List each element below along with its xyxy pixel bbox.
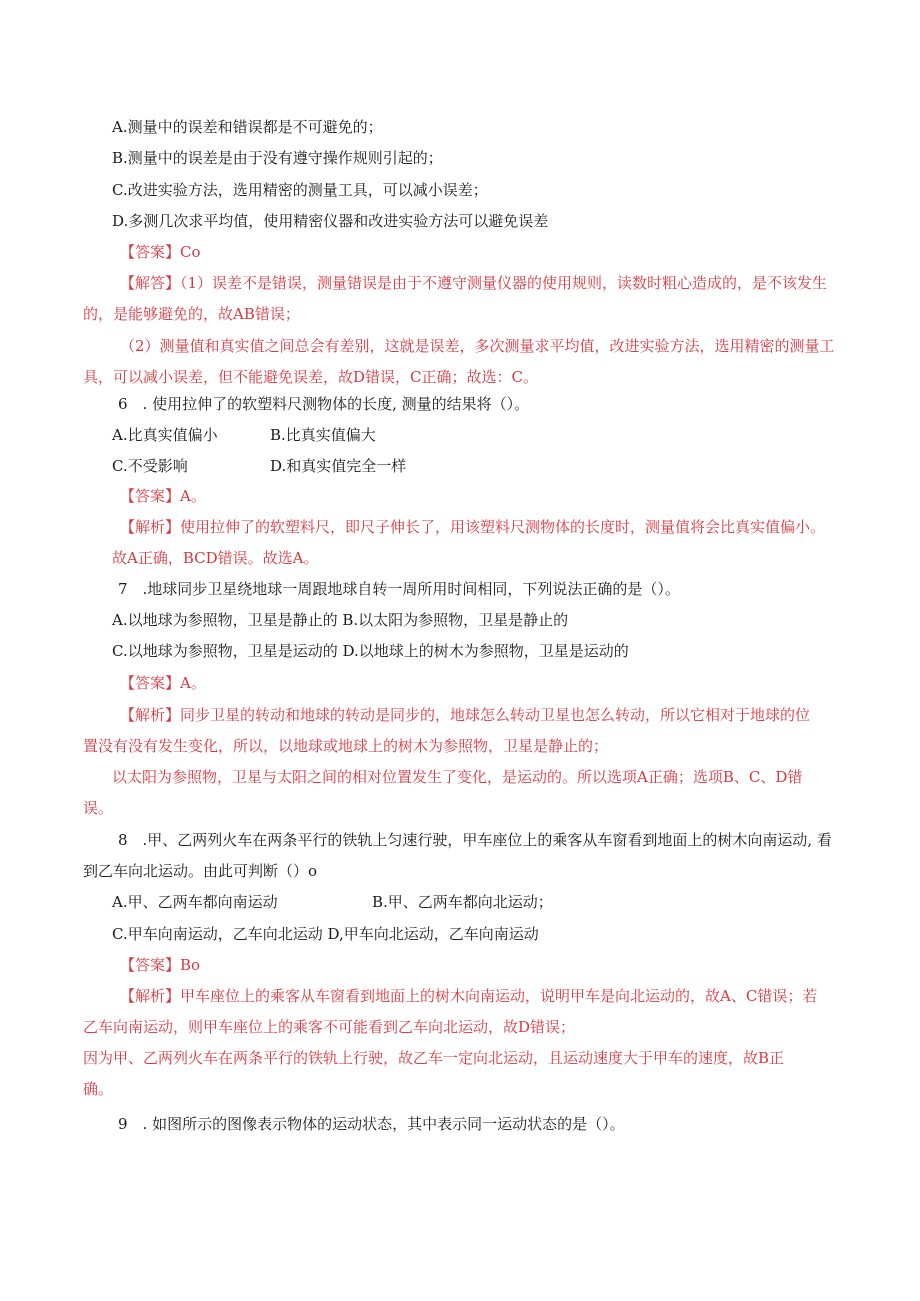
question-9: 9 . 如图所示的图像表示物体的运动状态，其中表示同一运动状态的是（）。 <box>118 1115 625 1133</box>
solution-q5-line4: 具，可以减小误差，但不能避免误差，故D错误，C正确；故选：C。 <box>83 368 538 386</box>
option-c-q6: C.不受影响 <box>112 457 188 475</box>
analysis-q7-line4: 误。 <box>83 799 114 817</box>
analysis-q7-line3: 以太阳为参照物，卫星与太阳之间的相对位置发生了变化，是运动的。所以选项A正确；选项B、C、D错 <box>112 768 803 786</box>
analysis-q8-line4: 确。 <box>83 1080 114 1098</box>
analysis-q7-line1: 【解析】同步卫星的转动和地球的转动是同步的，地球怎么转动卫星也怎么转动，所以它相对于地球的位 <box>120 706 811 724</box>
question-8-line2: 到乙车向北运动。由此可判断（）o <box>83 862 318 880</box>
solution-q5-line1: 【解答】（1）误差不是错误，测量错误是由于不遵守测量仪器的使用规则，读数时粗心造成的，是不该发生 <box>120 274 828 292</box>
question-8-line1: 8 .甲、乙两列火车在两条平行的铁轨上匀速行驶，甲车座位上的乘客从车窗看到地面上的树木向南运动, 看 <box>118 831 832 849</box>
analysis-q8-line3: 因为甲、乙两列火车在两条平行的铁轨上行驶，故乙车一定向北运动，且运动速度大于甲车的速度，故B正 <box>83 1049 785 1067</box>
answer-q6: 【答案】A。 <box>120 487 206 505</box>
option-b-q5: B.测量中的误差是由于没有遵守操作规则引起的； <box>112 149 443 167</box>
solution-q5-line3: （2）测量值和真实值之间总会有差别，这就是误差，多次测量求平均值，改进实验方法，选用精密的测量工 <box>120 337 835 355</box>
analysis-q8-line2: 乙车向南运动，则甲车座位上的乘客不可能看到乙车向北运动，故D错误； <box>83 1018 576 1036</box>
answer-q8: 【答案】Bo <box>120 956 201 974</box>
option-b-q6: B.比真实值偏大 <box>270 426 376 444</box>
option-d-q6: D.和真实值完全一样 <box>270 457 407 475</box>
option-b-q8: B.甲、乙两车都向北运动； <box>372 893 553 911</box>
answer-q5: 【答案】Co <box>120 243 201 261</box>
solution-q5-line2: 的，是能够避免的，故AB错误； <box>83 305 300 323</box>
analysis-q7-line2: 置没有没有发生变化，所以，以地球或地球上的树木为参照物，卫星是静止的； <box>83 737 609 755</box>
options-ab-q7: A.以地球为参照物，卫星是静止的 B.以太阳为参照物，卫星是静止的 <box>112 611 569 629</box>
options-cd-q8: C.甲车向南运动，乙车向北运动 D,甲车向北运动，乙车向南运动 <box>112 925 539 943</box>
question-6: 6 . 使用拉伸了的软塑料尺测物体的长度, 测量的结果将（）。 <box>118 395 530 413</box>
option-a-q5: A.测量中的误差和错误都是不可避免的； <box>112 118 383 136</box>
analysis-q6-line1: 【解析】使用拉伸了的软塑料尺，即尺子伸长了，用该塑料尺测物体的长度时，测量值将会比真实值偏小。 <box>120 518 826 536</box>
option-c-q5: C.改进实验方法，选用精密的测量工具，可以减小误差； <box>112 181 488 199</box>
analysis-q6-line2: 故A正确，BCD错误。故选A。 <box>112 549 319 567</box>
option-a-q6: A.比真实值偏小 <box>112 426 218 444</box>
option-a-q8: A.甲、乙两车都向南运动 <box>112 893 278 911</box>
answer-q7: 【答案】A。 <box>120 674 206 692</box>
option-d-q5: D.多测几次求平均值，使用精密仪器和改进实验方法可以避免误差 <box>112 212 549 230</box>
question-7: 7 .地球同步卫星绕地球一周跟地球自转一周所用时间相同，下列说法正确的是（）。 <box>118 580 680 598</box>
analysis-q8-line1: 【解析】甲车座位上的乘客从车窗看到地面上的树木向南运动，说明甲车是向北运动的，故A、C错误；若 <box>120 987 818 1005</box>
options-cd-q7: C.以地球为参照物，卫星是运动的 D.以地球上的树木为参照物，卫星是运动的 <box>112 642 629 660</box>
